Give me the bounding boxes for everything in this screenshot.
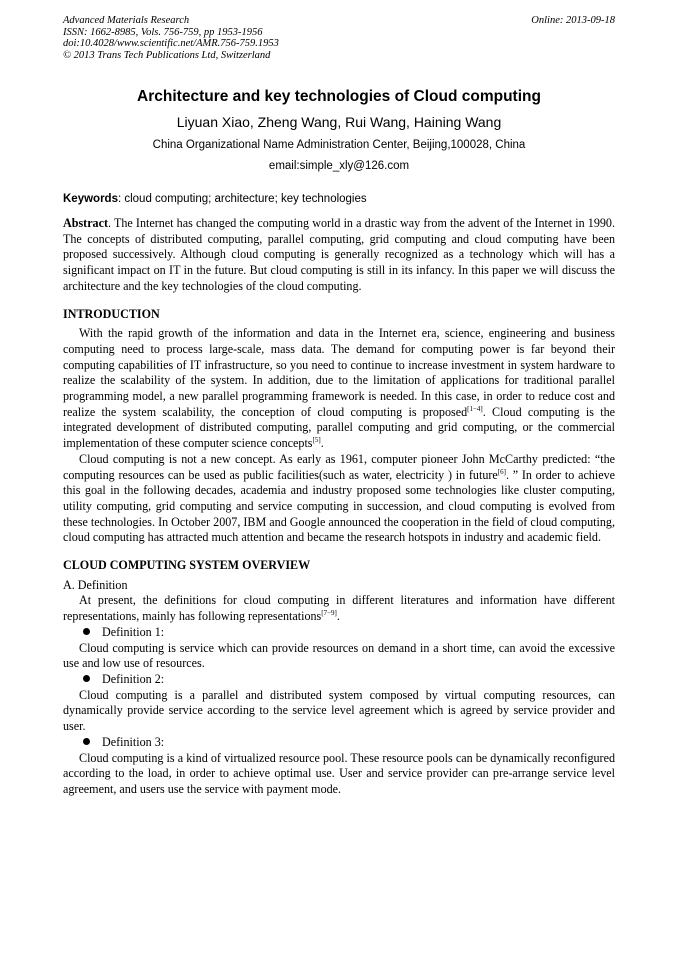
journal-copyright: © 2013 Trans Tech Publications Ltd, Switzerland xyxy=(63,49,271,61)
definition-3-text: Cloud computing is a kind of virtualized resource pool. These resource pools can be dynamically reconfigured according to the load, in order to achieve optimal use. User and service provider can pre-arrange service level agreement, and users use the service with payment mode. xyxy=(63,750,615,796)
definition-label-text: Definition 2: xyxy=(102,671,165,686)
intro-p1-text-c: . xyxy=(320,436,324,451)
bullet-icon xyxy=(83,675,90,682)
paper-body xyxy=(63,216,615,798)
definition-intro xyxy=(63,593,615,624)
abstract xyxy=(63,216,615,295)
section-heading-introduction: INTRODUCTION xyxy=(63,306,160,321)
citation: [5] xyxy=(312,436,321,445)
citation: [7−9] xyxy=(321,609,337,618)
bullet-icon xyxy=(83,628,90,635)
definition-label-text: Definition 3: xyxy=(102,734,165,749)
intro-p2-text-b: . ” In order to achieve this goal in the following decades, academia and industry proposed some technologies like cluster computing, utility computing, grid computing and service computing in succession, and cloud computing is evolved from these technologies. In October 2007, IBM and Google announced the cooperation in the field of cloud computing, cloud computing has attracted much attention and became the research hotspots in industry and academic field. xyxy=(63,467,615,545)
journal-header xyxy=(63,15,615,61)
paper-title: Architecture and key technologies of Cloud computing xyxy=(137,88,541,105)
bullet-icon xyxy=(83,738,90,745)
paper-authors: Liyuan Xiao, Zheng Wang, Rui Wang, Haining Wang xyxy=(176,114,502,130)
keywords-text: : cloud computing; architecture; key technologies xyxy=(117,193,367,205)
subsection-heading-definition: A. Definition xyxy=(63,577,128,592)
journal-doi: doi:10.4028/www.scientific.net/AMR.756-759.1953 xyxy=(63,38,279,49)
paper-email: email:simple_xly@126.com xyxy=(268,160,410,172)
definition-3-label xyxy=(63,735,615,751)
online-date: Online: 2013-09-18 xyxy=(531,15,615,26)
intro-p2-text-a: Cloud computing is not a new concept. As early as 1961, computer pioneer John McCarthy predicted: “the computing resources can be used as public facilities(such as water, electricity ) in future xyxy=(63,451,615,482)
intro-paragraph-1 xyxy=(63,326,615,452)
abstract-label: Abstract xyxy=(63,216,109,230)
definition-1-text: Cloud computing is service which can provide resources on demand in a short time, can avoid the excessive use and low use of resources. xyxy=(63,640,615,671)
keywords-label: Keywords xyxy=(63,193,118,205)
intro-p1-text-b: . Cloud computing is the integrated development of distributed computing, parallel computing and grid computing, or the commercial implementation of these computer science concepts xyxy=(63,404,616,451)
abstract-text: . The Internet has changed the computing world in a drastic way from the advent of the Internet in 1990. The concepts of distributed computing, parallel computing, grid computing and cloud computing have been proposed successively. Although cloud computing is generally recognized as a technology which will has a significant impact on IT in the future. But cloud computing is still in its infancy. In this paper we will discuss the architecture and the key technologies of the cloud computing. xyxy=(63,216,615,293)
definition-2-text: Cloud computing is a parallel and distributed system composed by virtual computing resources, can dynamically provide service according to the service level agreement which is agreed by service provider and user. xyxy=(63,687,615,734)
intro-p1-text-a: With the rapid growth of the information and data in the Internet era, science, engineering and business computing need to process large-scale, mass data. The demand for computing power is far beyond their computing capabilities of IT infrastructure, so you need to continue to increase investment in system hardware to realize the scalability of the system. In addition, due to the limitation of applications for traditional parallel programming model, a new parallel programming framework is needed. In this case, in order to reduce cost and realize the system scalability, the conception of cloud computing is proposed xyxy=(63,326,615,419)
keywords xyxy=(63,193,615,205)
definition-label-text: Definition 1: xyxy=(102,624,165,639)
citation: [1−4] xyxy=(467,404,483,413)
definition-2-label xyxy=(63,672,615,688)
citation: [6] xyxy=(497,467,506,476)
journal-name: Advanced Materials Research xyxy=(63,15,190,26)
definition-intro-text: At present, the definitions for cloud computing in different literatures and information have different representations, mainly has following representations xyxy=(63,593,615,624)
section-heading-overview: CLOUD COMPUTING SYSTEM OVERVIEW xyxy=(63,558,311,573)
definition-intro-end: . xyxy=(336,609,340,624)
journal-issn: ISSN: 1662-8985, Vols. 756-759, pp 1953-1956 xyxy=(63,26,263,38)
paper-affiliation: China Organizational Name Administration Center, Beijing,100028, China xyxy=(152,139,526,151)
definition-1-label xyxy=(63,625,615,641)
intro-paragraph-2 xyxy=(63,452,615,546)
